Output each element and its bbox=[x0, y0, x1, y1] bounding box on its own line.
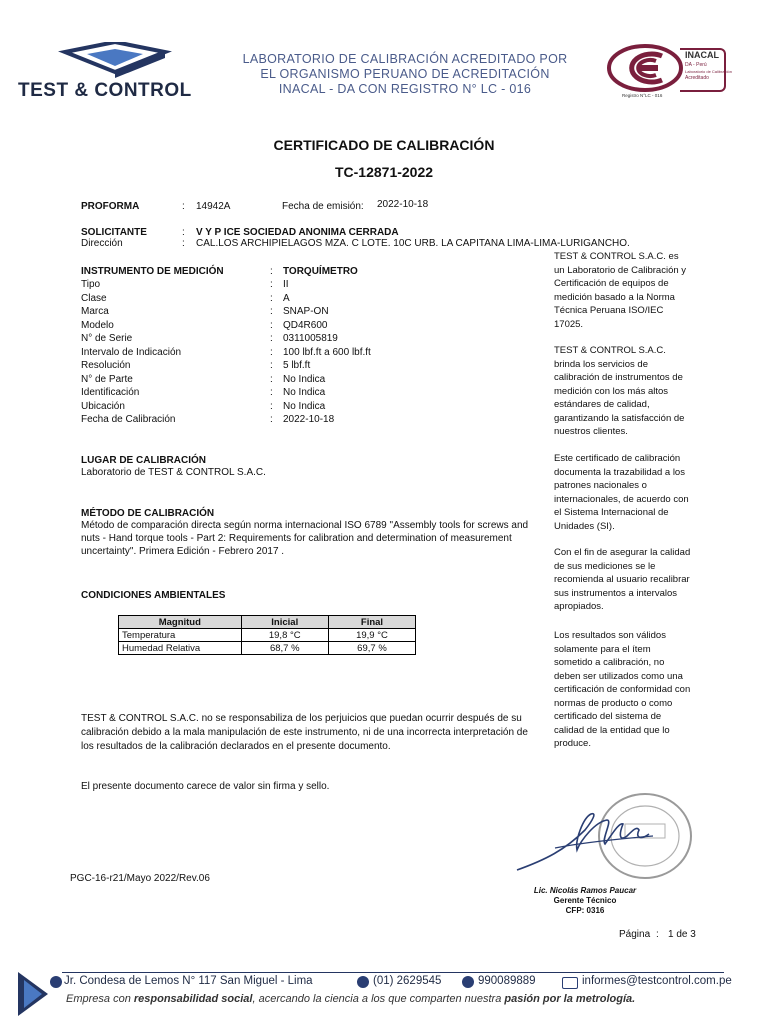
field-label-parte: N° de Parte bbox=[81, 373, 133, 385]
proforma-value: 14942A bbox=[196, 201, 231, 212]
field-colon: : bbox=[270, 373, 273, 385]
side-p1-line: un Laboratorio de Calibración y bbox=[554, 264, 687, 276]
side-paragraph-2 bbox=[554, 344, 700, 439]
side-paragraph-5 bbox=[554, 629, 700, 751]
field-colon: : bbox=[270, 400, 273, 412]
side-p2-line: medición con los más altos bbox=[554, 385, 669, 397]
disclaimer bbox=[81, 712, 539, 754]
field-value-tipo: II bbox=[283, 279, 289, 290]
field-colon: : bbox=[270, 319, 273, 331]
field-value-parte: No Indica bbox=[283, 373, 326, 385]
side-p5-line: solamente para el ítem bbox=[554, 643, 651, 655]
field-value-intervalo: 100 lbf.ft a 600 lbf.ft bbox=[283, 346, 371, 358]
tagline-emphasis: pasión por la metrología. bbox=[504, 993, 636, 1005]
email-icon bbox=[562, 977, 578, 989]
whatsapp-icon bbox=[462, 976, 474, 988]
side-p5-line: produce. bbox=[554, 738, 591, 749]
cell-inicial-unit: % bbox=[291, 642, 300, 654]
disclaimer-line-3: los resultados de la calibración declarados en el presente documento. bbox=[81, 741, 391, 752]
conditions-table-header bbox=[119, 616, 416, 629]
side-p5-line: normas de producto o como bbox=[554, 697, 673, 709]
col-header-final: Final bbox=[328, 616, 415, 629]
side-paragraph-4 bbox=[554, 546, 700, 614]
table-row bbox=[119, 642, 416, 655]
instrument-value: TORQUÍMETRO bbox=[283, 266, 358, 277]
side-p1-line: Certificación de equipos de bbox=[554, 278, 669, 289]
cell-final bbox=[328, 629, 415, 642]
field-label-fecha-calibracion: Fecha de Calibración bbox=[81, 414, 176, 425]
side-p3-line: Unidades (SI). bbox=[554, 520, 615, 532]
side-p1-line: 17025. bbox=[554, 318, 584, 330]
side-paragraph-1 bbox=[554, 250, 700, 331]
side-p4-line: apropiados. bbox=[554, 601, 604, 612]
cell-inicial-value: 19,8 bbox=[268, 629, 288, 641]
location-pin-icon bbox=[50, 976, 62, 988]
field-value-resolucion: 5 lbf.ft bbox=[283, 360, 311, 371]
validity-note: El presente documento carece de valor sin firma y sello. bbox=[81, 781, 330, 792]
phone-icon bbox=[357, 976, 369, 988]
cell-final bbox=[328, 642, 415, 655]
footer-line-top bbox=[62, 972, 724, 973]
field-value-identificacion: No Indica bbox=[283, 387, 326, 398]
solicitante-colon: : bbox=[182, 227, 185, 238]
metodo-text bbox=[81, 519, 537, 558]
signer-cfp: CFP: 0316 bbox=[565, 906, 605, 915]
tagline-part: , acercando la ciencia a los que comparten nuestra bbox=[252, 993, 505, 1005]
side-p3-line: patrones nacionales o bbox=[554, 480, 647, 491]
field-label-tipo: Tipo bbox=[81, 279, 101, 290]
footer-address: Jr. Condesa de Lemos N° 117 San Miguel - Lima bbox=[64, 975, 313, 987]
signer-role: Gerente Técnico bbox=[553, 896, 617, 905]
side-p5-line: Los resultados son válidos bbox=[554, 630, 666, 641]
page-label: Página bbox=[619, 929, 651, 940]
cell-final-unit: % bbox=[378, 642, 387, 654]
side-p5-line: certificado del sistema de bbox=[554, 711, 662, 722]
tagline-emphasis: responsabilidad social bbox=[133, 993, 253, 1005]
signature-image bbox=[515, 800, 665, 880]
cell-magnitud: Temperatura bbox=[119, 629, 242, 642]
inacal-line3: Acreditado bbox=[685, 75, 709, 81]
field-colon: : bbox=[270, 306, 273, 317]
field-value-clase: A bbox=[283, 292, 290, 304]
side-p4-line: Con el fin de asegurar la calidad bbox=[554, 547, 691, 558]
footer-tagline bbox=[66, 993, 635, 1005]
proforma-label: PROFORMA bbox=[81, 201, 140, 212]
field-label-ubicacion: Ubicación bbox=[81, 400, 125, 412]
lab-accreditation-line-3: INACAL - DA CON REGISTRO N° LC - 016 bbox=[278, 82, 532, 96]
lugar-heading: LUGAR DE CALIBRACIÓN bbox=[81, 455, 206, 466]
lab-accreditation-line-1: LABORATORIO DE CALIBRACIÓN ACREDITADO POR bbox=[242, 52, 568, 66]
direccion-value: CAL.LOS ARCHIPIELAGOS MZA. C LOTE. 10C URB. LA CAPITANA LIMA-LIMA-LURIGANCHO. bbox=[196, 238, 630, 249]
inacal-line2: Laboratorio de Calibración bbox=[685, 69, 732, 74]
inacal-seal bbox=[606, 44, 732, 98]
field-label-identificacion: Identificación bbox=[81, 387, 140, 398]
side-p2-line: TEST & CONTROL S.A.C. bbox=[554, 345, 666, 356]
field-colon: : bbox=[270, 360, 273, 371]
certificate-number: TC-12871-2022 bbox=[334, 164, 434, 180]
footer-phone: (01) 2629545 bbox=[373, 975, 442, 987]
instrument-label: INSTRUMENTO DE MEDICIÓN bbox=[81, 266, 224, 277]
page-sep: : bbox=[656, 929, 659, 940]
metodo-line-1: Método de comparación directa según norma internacional ISO 6789 "Assembly tools for screws and bbox=[81, 520, 529, 531]
field-colon: : bbox=[270, 414, 273, 425]
field-colon: : bbox=[270, 292, 273, 304]
side-p5-line: calidad de la entidad que lo bbox=[554, 724, 670, 736]
metodo-heading: MÉTODO DE CALIBRACIÓN bbox=[81, 508, 215, 519]
footer-logo-swoosh bbox=[14, 966, 54, 1020]
side-p2-line: estándares de calidad, bbox=[554, 399, 650, 410]
side-p4-line: recomienda al usuario recalibrar bbox=[554, 574, 690, 585]
side-p2-line: nuestros clientes. bbox=[554, 426, 628, 437]
lab-accreditation-line-2: EL ORGANISMO PERUANO DE ACREDITACIÓN bbox=[260, 67, 550, 81]
side-p3-line: internacionales, de acuerdo con bbox=[554, 493, 689, 505]
direccion-colon: : bbox=[182, 238, 185, 249]
cell-magnitud: Humedad Relativa bbox=[119, 642, 242, 655]
metodo-line-3: uncertainty". Primera Edición - Febrero 2017 . bbox=[81, 546, 285, 557]
field-label-marca: Marca bbox=[81, 306, 109, 317]
signer-name: Lic. Nicolás Ramos Paucar bbox=[533, 886, 637, 895]
inacal-registro: Registro N°LC - 016 bbox=[622, 93, 663, 98]
conditions-table bbox=[118, 615, 416, 655]
side-p1-line: Técnica Peruana ISO/IEC bbox=[554, 305, 664, 316]
field-colon: : bbox=[270, 279, 273, 290]
inacal-logo-icon bbox=[606, 44, 684, 98]
cell-inicial-value: 68,7 bbox=[269, 642, 289, 654]
field-value-modelo: QD4R600 bbox=[283, 319, 328, 331]
disclaimer-line-2: calibración debido a la mala manipulación de este instrumento, ni de una incorrecta interpretación de bbox=[81, 727, 528, 738]
metodo-line-2: nuts - Hand torque tools - Part 2: Requirements for calibration and determination of measurement bbox=[81, 533, 512, 544]
lugar-text: Laboratorio de TEST & CONTROL S.A.C. bbox=[81, 467, 266, 478]
footer-email: informes@testcontrol.com.pe bbox=[582, 975, 732, 987]
field-value-fecha-calibracion: 2022-10-18 bbox=[283, 414, 335, 425]
side-p4-line: sus instrumentos a intervalos bbox=[554, 587, 678, 599]
col-header-inicial: Inicial bbox=[241, 616, 328, 629]
field-colon: : bbox=[270, 387, 273, 398]
field-value-serie: 0311005819 bbox=[283, 333, 338, 344]
cell-inicial bbox=[241, 629, 328, 642]
cell-final-value: 19,9 bbox=[356, 629, 375, 641]
side-p5-line: deben ser utilizados como una bbox=[554, 670, 683, 682]
field-label-resolucion: Resolución bbox=[81, 360, 131, 371]
side-p3-line: documenta la trazabilidad a los bbox=[554, 466, 685, 478]
side-p4-line: de sus mediciones se le bbox=[554, 560, 656, 572]
field-label-modelo: Modelo bbox=[81, 319, 114, 331]
side-paragraph-3 bbox=[554, 452, 700, 533]
cell-inicial-unit: °C bbox=[290, 629, 301, 641]
form-code: PGC-16-r21/Mayo 2022/Rev.06 bbox=[70, 873, 210, 884]
side-p5-line: sometido a calibración, no bbox=[554, 657, 665, 668]
tagline-part: Empresa con bbox=[66, 993, 134, 1005]
cell-final-value: 69,7 bbox=[357, 642, 376, 654]
inacal-title: INACAL bbox=[685, 50, 719, 60]
solicitante-label: SOLICITANTE bbox=[81, 227, 147, 238]
side-p3-line: Este certificado de calibración bbox=[554, 453, 681, 464]
condiciones-heading: CONDICIONES AMBIENTALES bbox=[81, 590, 226, 601]
emission-date-value: 2022-10-18 bbox=[377, 199, 429, 210]
solicitante-value: V Y P ICE SOCIEDAD ANONIMA CERRADA bbox=[196, 227, 399, 238]
side-p5-line: certificación de conformidad con bbox=[554, 684, 691, 695]
footer-band bbox=[0, 960, 768, 1024]
col-header-magnitud: Magnitud bbox=[119, 616, 242, 629]
side-p3-line: el Sistema Internacional de bbox=[554, 507, 669, 518]
field-value-ubicacion: No Indica bbox=[283, 400, 326, 412]
side-p2-line: calibración de instrumentos de bbox=[554, 372, 683, 383]
certificate-title: CERTIFICADO DE CALIBRACIÓN bbox=[273, 137, 495, 153]
inacal-line1: DA - Perú bbox=[685, 62, 707, 68]
instrument-colon: : bbox=[270, 266, 273, 277]
emission-date-label: Fecha de emisión: bbox=[282, 201, 364, 212]
cell-inicial bbox=[241, 642, 328, 655]
field-colon: : bbox=[270, 346, 273, 358]
field-label-clase: Clase bbox=[81, 292, 107, 304]
cell-final-unit: °C bbox=[377, 629, 388, 641]
company-logo-mark bbox=[55, 42, 175, 80]
disclaimer-line-1: TEST & CONTROL S.A.C. no se responsabiliza de los perjuicios que puedan ocurrir después de su bbox=[81, 713, 522, 724]
table-row bbox=[119, 629, 416, 642]
direccion-label: Dirección bbox=[81, 238, 123, 249]
page-number: 1 de 3 bbox=[668, 929, 696, 940]
side-p2-line: brinda los servicios de bbox=[554, 358, 648, 370]
side-p1-line: medición basado a la Norma bbox=[554, 291, 675, 303]
field-label-serie: N° de Serie bbox=[81, 333, 133, 344]
field-label-intervalo: Intervalo de Indicación bbox=[81, 346, 182, 358]
proforma-colon: : bbox=[182, 201, 185, 212]
field-colon: : bbox=[270, 333, 273, 344]
side-p1-line: TEST & CONTROL S.A.C. es bbox=[554, 251, 679, 262]
field-value-marca: SNAP-ON bbox=[283, 306, 329, 317]
footer-mobile: 990089889 bbox=[478, 975, 536, 987]
company-logo-text: TEST & CONTROL bbox=[18, 80, 192, 101]
side-p2-line: garantizando la satisfacción de bbox=[554, 412, 685, 424]
